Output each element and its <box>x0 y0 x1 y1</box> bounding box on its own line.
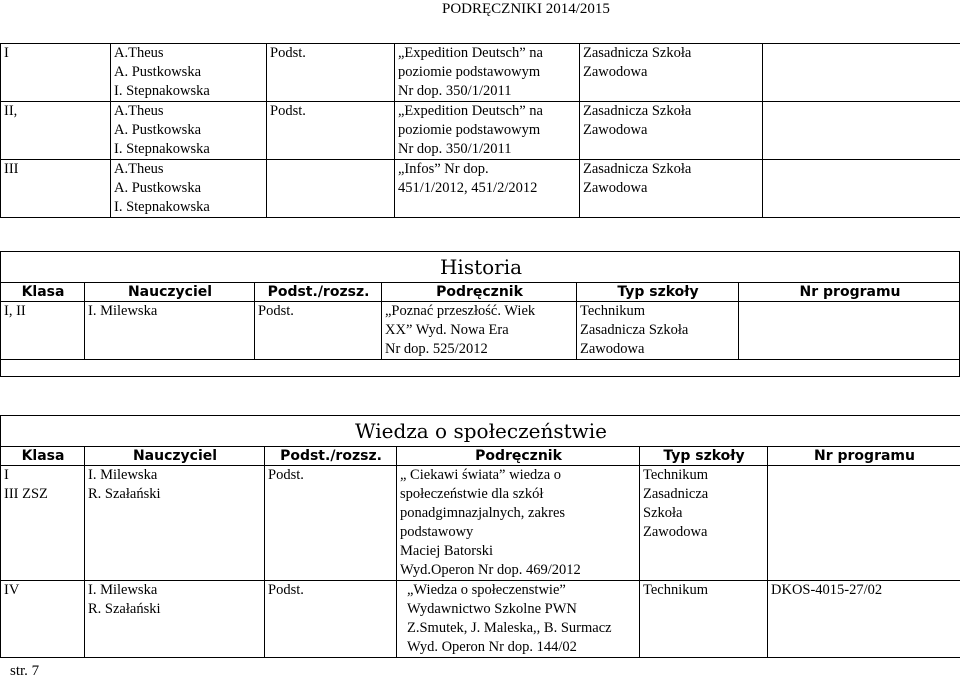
wos-table <box>0 415 960 658</box>
table-header-row <box>1 283 960 302</box>
cell-podrecznik: „Wiedza o społeczenstwie” Wydawnictwo Szkolne PWN Z.Smutek, J. Maleska,, B. Surmacz Wyd. Operon Nr dop. 144/02 <box>397 581 640 658</box>
cell-nr <box>768 466 960 581</box>
col-header-nauczyciel: Nauczyciel <box>85 283 255 302</box>
cell-podrecznik: „Expedition Deutsch” na poziomie podstawowym Nr dop. 350/1/2011 <box>395 44 580 102</box>
table-row <box>1 302 960 360</box>
cell-nr: DKOS-4015-27/02 <box>768 581 960 658</box>
col-header-podrecznik: Podręcznik <box>382 283 577 302</box>
cell-podst: Podst. <box>255 302 382 360</box>
page-number: str. 7 <box>10 663 40 679</box>
col-header-podrecznik: Podręcznik <box>397 447 640 466</box>
cell-podst: Podst. <box>267 102 395 160</box>
cell-klasa: IV <box>1 581 85 658</box>
cell-klasa: I III ZSZ <box>1 466 85 581</box>
cell-typ: Technikum Zasadnicza Szkoła Zawodowa <box>577 302 739 360</box>
cell-nauczyciel: A.Theus A. Pustkowska I. Stepnakowska <box>111 44 267 102</box>
cell-nauczyciel: I. Milewska R. Szałański <box>85 466 265 581</box>
cell-nr <box>763 160 960 218</box>
cell-klasa: I, II <box>1 302 85 360</box>
historia-table <box>0 251 960 360</box>
col-header-nr: Nr programu <box>739 283 960 302</box>
cell-podst: Podst. <box>265 581 397 658</box>
cell-nauczyciel: I. Milewska <box>85 302 255 360</box>
cell-podst <box>267 160 395 218</box>
cell-typ: Technikum Zasadnicza Szkoła Zawodowa <box>640 466 768 581</box>
cell-typ: Zasadnicza Szkoła Zawodowa <box>580 44 763 102</box>
cell-podst: Podst. <box>267 44 395 102</box>
col-header-typ: Typ szkoły <box>577 283 739 302</box>
section-title-historia: Historia <box>1 252 960 283</box>
col-header-podst: Podst./rozsz. <box>265 447 397 466</box>
cell-typ: Technikum <box>640 581 768 658</box>
cell-podrecznik: „Infos” Nr dop. 451/1/2012, 451/2/2012 <box>395 160 580 218</box>
cell-nr <box>763 102 960 160</box>
col-header-podst: Podst./rozsz. <box>255 283 382 302</box>
col-header-nauczyciel: Nauczyciel <box>85 447 265 466</box>
cell-podrecznik: „Poznać przeszłość. Wiek XX” Wyd. Nowa Era Nr dop. 525/2012 <box>382 302 577 360</box>
cell-nauczyciel: A.Theus A. Pustkowska I. Stepnakowska <box>111 102 267 160</box>
cell-podst: Podst. <box>265 466 397 581</box>
section-title-wos: Wiedza o społeczeństwie <box>1 416 960 447</box>
cell-nr <box>763 44 960 102</box>
top-table <box>0 43 960 218</box>
table-row <box>1 44 960 102</box>
col-header-typ: Typ szkoły <box>640 447 768 466</box>
table-header-row <box>1 447 960 466</box>
cell-podrecznik: „ Ciekawi świata” wiedza o społeczeństwie dla szkół ponadgimnazjalnych, zakres podstawowy Maciej Batorski Wyd.Operon Nr dop. 469/2012 <box>397 466 640 581</box>
cell-typ: Zasadnicza Szkoła Zawodowa <box>580 160 763 218</box>
cell-typ: Zasadnicza Szkoła Zawodowa <box>580 102 763 160</box>
page-header: PODRĘCZNIKI 2014/2015 <box>442 1 610 17</box>
table-row <box>1 466 960 581</box>
cell-podrecznik: „Expedition Deutsch” na poziomie podstawowym Nr dop. 350/1/2011 <box>395 102 580 160</box>
table-row <box>1 102 960 160</box>
table-row <box>1 160 960 218</box>
table-row <box>1 581 960 658</box>
cell-nr <box>739 302 960 360</box>
cell-klasa: I <box>1 44 111 102</box>
cell-nauczyciel: A.Theus A. Pustkowska I. Stepnakowska <box>111 160 267 218</box>
cell-nauczyciel: I. Milewska R. Szałański <box>85 581 265 658</box>
col-header-nr: Nr programu <box>768 447 960 466</box>
cell-klasa: II, <box>1 102 111 160</box>
col-header-klasa: Klasa <box>1 447 85 466</box>
cell-klasa: III <box>1 160 111 218</box>
col-header-klasa: Klasa <box>1 283 85 302</box>
